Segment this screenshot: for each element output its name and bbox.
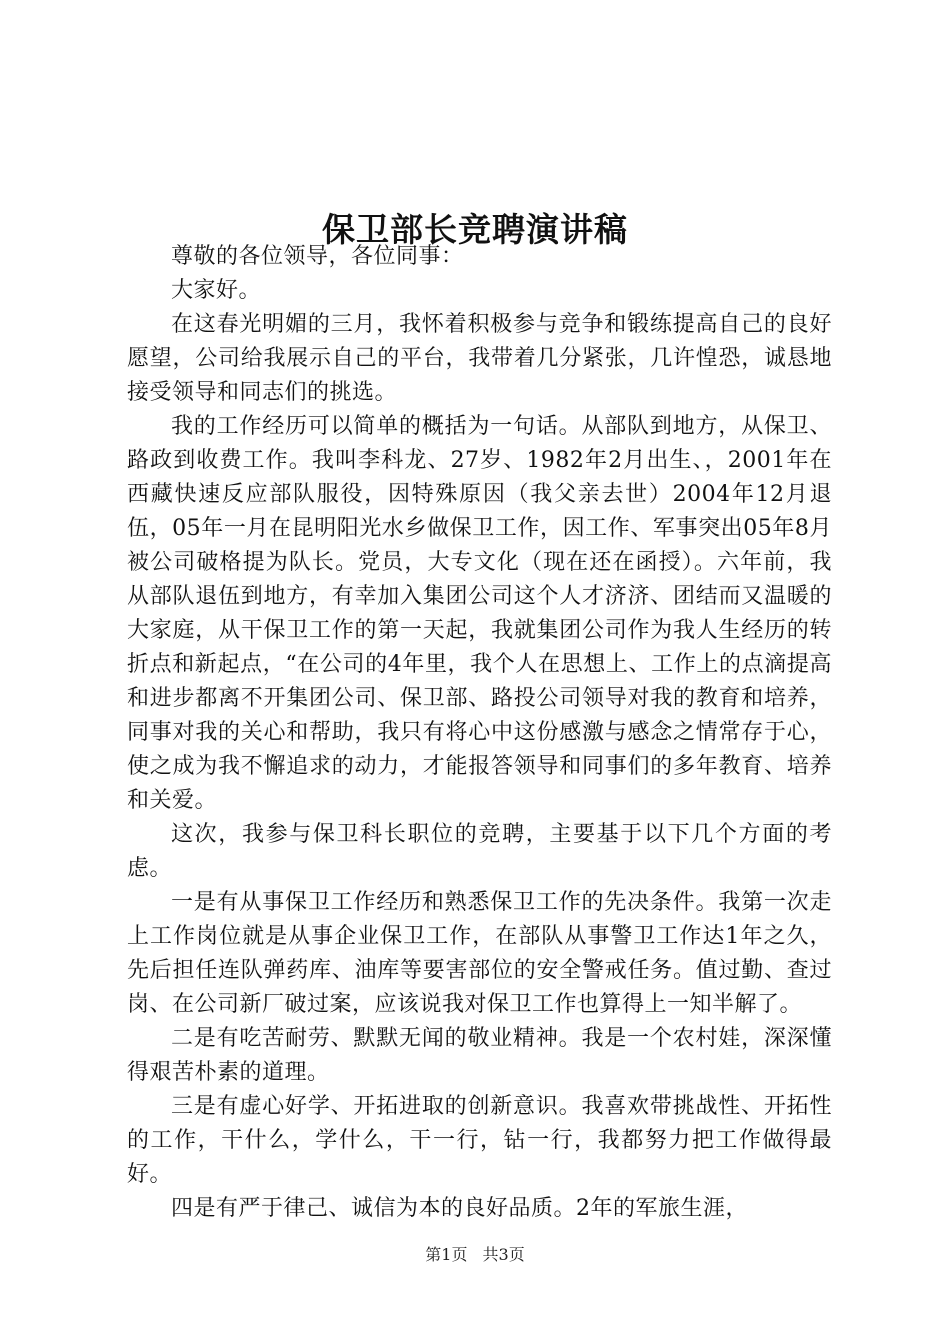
- paragraph-reason-two: 二是有吃苦耐劳、默默无闻的敬业精神。我是一个农村娃，深深懂得艰苦朴素的道理。: [127, 1026, 832, 1085]
- page-footer: [0, 1243, 950, 1267]
- paragraph-reasons-intro: 这次，我参与保卫科长职位的竞聘，主要基于以下几个方面的考虑。: [127, 822, 832, 881]
- document-title: 保卫部长竞聘演讲稿: [322, 210, 628, 250]
- paragraph-reason-four: 四是有严于律己、诚信为本的良好品质。2年的军旅生涯，: [171, 1196, 748, 1221]
- paragraph-intro: 在这春光明媚的三月，我怀着积极参与竞争和锻练提高自己的良好愿望，公司给我展示自己的平台，我带着几分紧张，几许惶恐，诚恳地接受领导和同志们的挑选。: [127, 312, 832, 405]
- page-number: 第1页: [425, 1245, 468, 1264]
- greeting: 大家好。: [171, 278, 262, 303]
- paragraph-reason-three: 三是有虚心好学、开拓进取的创新意识。我喜欢带挑战性、开拓性的工作，干什么，学什么，干一行，钻一行，我都努力把工作做得最好。: [127, 1094, 832, 1187]
- paragraph-reason-one: 一是有从事保卫工作经历和熟悉保卫工作的先决条件。我第一次走上工作岗位就是从事企业保卫工作，在部队从事警卫工作达1年之久，先后担任连队弹药库、油库等要害部位的安全警戒任务。值过勤、查过岗、在公司新厂破过案，应该说我对保卫工作也算得上一知半解了。: [127, 890, 832, 1017]
- salutation: 尊敬的各位领导，各位同事：: [171, 244, 464, 269]
- document-body: [127, 240, 832, 1226]
- paragraph-experience: 我的工作经历可以简单的概括为一句话。从部队到地方，从保卫、路政到收费工作。我叫李科龙、27岁、1982年2月出生、，2001年在西藏快速反应部队服役，因特殊原因（我父亲去世）2004年12月退伍，05年一月在昆明阳光水乡做保卫工作，因工作、军事突出05年8月被公司破格提为队长。党员，大专文化（现在还在函授）。六年前，我从部队退伍到地方，有幸加入集团公司这个人才济济、团结而又温暖的大家庭，从干保卫工作的第一天起，我就集团公司作为我人生经历的转折点和新起点，“在公司的4年里，我个人在思想上、工作上的点滴提高和进步都离不开集团公司、保卫部、路投公司领导对我的教育和培养，同事对我的关心和帮助，我只有将心中这份感激与感念之情常存于心，使之成为我不懈追求的动力，才能报答领导和同事们的多年教育、培养和关爱。: [127, 414, 832, 813]
- page-total: 共3页: [482, 1245, 525, 1264]
